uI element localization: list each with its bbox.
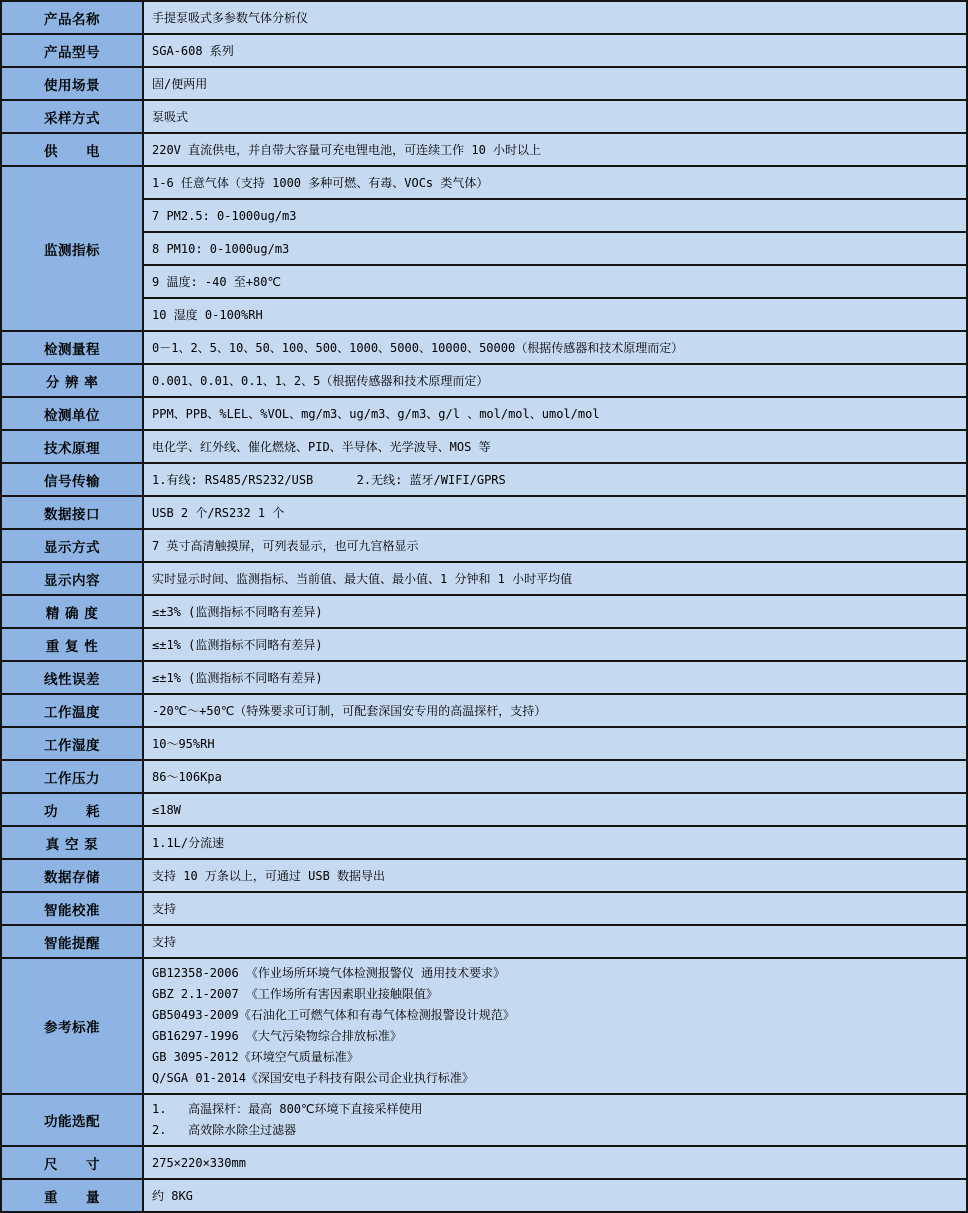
spec-row	[1, 1094, 967, 1146]
spec-row	[1, 166, 967, 199]
spec-value: 7 英寸高清触摸屏，可列表显示，也可九宫格显示	[143, 529, 967, 562]
spec-value-multiline	[143, 958, 967, 1094]
spec-value: 1-6 任意气体（支持 1000 多种可燃、有毒、VOCs 类气体）	[143, 166, 967, 199]
spec-label: 供 电	[1, 133, 143, 166]
spec-value-multiline	[143, 1094, 967, 1146]
spec-row	[1, 133, 967, 166]
spec-value: 8 PM10: 0-1000ug/m3	[143, 232, 967, 265]
spec-value: 固/便两用	[143, 67, 967, 100]
spec-value: ≤±3% (监测指标不同略有差异)	[143, 595, 967, 628]
spec-row	[1, 298, 967, 331]
spec-row	[1, 760, 967, 793]
spec-label: 工作压力	[1, 760, 143, 793]
spec-row	[1, 562, 967, 595]
spec-label: 工作湿度	[1, 727, 143, 760]
spec-value: USB 2 个/RS232 1 个	[143, 496, 967, 529]
spec-label: 分 辨 率	[1, 364, 143, 397]
spec-label: 线性误差	[1, 661, 143, 694]
spec-row	[1, 364, 967, 397]
spec-label: 重 量	[1, 1179, 143, 1212]
spec-row	[1, 694, 967, 727]
spec-label: 产品型号	[1, 34, 143, 67]
spec-row	[1, 199, 967, 232]
spec-value: ≤±1% (监测指标不同略有差异)	[143, 628, 967, 661]
spec-value: 实时显示时间、监测指标、当前值、最大值、最小值、1 分钟和 1 小时平均值	[143, 562, 967, 595]
spec-row	[1, 1146, 967, 1179]
spec-row	[1, 727, 967, 760]
spec-row	[1, 430, 967, 463]
spec-row	[1, 661, 967, 694]
spec-label: 显示内容	[1, 562, 143, 595]
spec-label: 数据接口	[1, 496, 143, 529]
spec-label: 功 耗	[1, 793, 143, 826]
spec-label: 数据存储	[1, 859, 143, 892]
spec-label: 尺 寸	[1, 1146, 143, 1179]
spec-value: 275×220×330mm	[143, 1146, 967, 1179]
spec-value: SGA-608 系列	[143, 34, 967, 67]
spec-label: 检测单位	[1, 397, 143, 430]
spec-row	[1, 331, 967, 364]
spec-value: PPM、PPB、%LEL、%VOL、mg/m3、ug/m3、g/m3、g/l 、mol/mol、umol/mol	[143, 397, 967, 430]
spec-value: 约 8KG	[143, 1179, 967, 1212]
spec-value-line: GBZ 2.1-2007 《工作场所有害因素职业接触限值》	[152, 987, 438, 1001]
spec-value: 0.001、0.01、0.1、1、2、5（根据传感器和技术原理而定）	[143, 364, 967, 397]
spec-value: 1.有线: RS485/RS232/USB 2.无线: 蓝牙/WIFI/GPRS	[143, 463, 967, 496]
spec-row	[1, 463, 967, 496]
spec-value-line: GB12358-2006 《作业场所环境气体检测报警仪 通用技术要求》	[152, 966, 506, 980]
spec-table-body	[1, 1, 967, 1212]
spec-row	[1, 496, 967, 529]
spec-value: 支持	[143, 892, 967, 925]
spec-row	[1, 892, 967, 925]
spec-row	[1, 859, 967, 892]
spec-label: 工作温度	[1, 694, 143, 727]
spec-label: 参考标准	[1, 958, 143, 1094]
spec-value: 1.1L/分流速	[143, 826, 967, 859]
spec-value-line: GB50493-2009《石油化工可燃气体和有毒气体检测报警设计规范》	[152, 1008, 515, 1022]
spec-value: ≤±1% (监测指标不同略有差异)	[143, 661, 967, 694]
spec-label: 功能选配	[1, 1094, 143, 1146]
spec-value-line: GB 3095-2012《环境空气质量标准》	[152, 1050, 359, 1064]
spec-value-line: 2. 高效除水除尘过滤器	[152, 1123, 297, 1137]
spec-row	[1, 529, 967, 562]
spec-row	[1, 793, 967, 826]
spec-value-line: Q/SGA 01-2014《深国安电子科技有限公司企业执行标准》	[152, 1071, 474, 1085]
spec-row	[1, 397, 967, 430]
spec-label: 使用场景	[1, 67, 143, 100]
spec-value: 0－1、2、5、10、50、100、500、1000、5000、10000、50000（根据传感器和技术原理而定）	[143, 331, 967, 364]
spec-label: 技术原理	[1, 430, 143, 463]
spec-label: 检测量程	[1, 331, 143, 364]
spec-value: 86～106Kpa	[143, 760, 967, 793]
spec-row	[1, 34, 967, 67]
spec-row	[1, 232, 967, 265]
spec-row	[1, 1179, 967, 1212]
spec-value: ≤18W	[143, 793, 967, 826]
spec-row	[1, 265, 967, 298]
spec-row	[1, 628, 967, 661]
spec-label: 监测指标	[1, 166, 143, 331]
spec-value: 10 湿度 0-100%RH	[143, 298, 967, 331]
spec-label: 信号传输	[1, 463, 143, 496]
spec-value: -20℃～+50℃（特殊要求可订制，可配套深国安专用的高温探杆，支持）	[143, 694, 967, 727]
spec-value: 支持 10 万条以上，可通过 USB 数据导出	[143, 859, 967, 892]
spec-value: 支持	[143, 925, 967, 958]
spec-row	[1, 925, 967, 958]
spec-value: 9 温度: -40 至+80℃	[143, 265, 967, 298]
spec-label: 重 复 性	[1, 628, 143, 661]
spec-value: 电化学、红外线、催化燃烧、PID、半导体、光学波导、MOS 等	[143, 430, 967, 463]
spec-value: 泵吸式	[143, 100, 967, 133]
spec-row	[1, 67, 967, 100]
spec-value-line: 1. 高温探杆：最高 800℃环境下直接采样使用	[152, 1102, 423, 1116]
spec-label: 产品名称	[1, 1, 143, 34]
spec-row	[1, 1, 967, 34]
spec-label: 显示方式	[1, 529, 143, 562]
spec-row	[1, 958, 967, 1094]
spec-row	[1, 826, 967, 859]
spec-value: 220V 直流供电，并自带大容量可充电锂电池，可连续工作 10 小时以上	[143, 133, 967, 166]
spec-label: 真 空 泵	[1, 826, 143, 859]
spec-label: 精 确 度	[1, 595, 143, 628]
spec-label: 采样方式	[1, 100, 143, 133]
spec-value: 10～95%RH	[143, 727, 967, 760]
spec-row	[1, 100, 967, 133]
spec-label: 智能提醒	[1, 925, 143, 958]
spec-value-line: GB16297-1996 《大气污染物综合排放标准》	[152, 1029, 402, 1043]
spec-row	[1, 595, 967, 628]
spec-label: 智能校准	[1, 892, 143, 925]
spec-value: 7 PM2.5: 0-1000ug/m3	[143, 199, 967, 232]
spec-value: 手提泵吸式多参数气体分析仪	[143, 1, 967, 34]
